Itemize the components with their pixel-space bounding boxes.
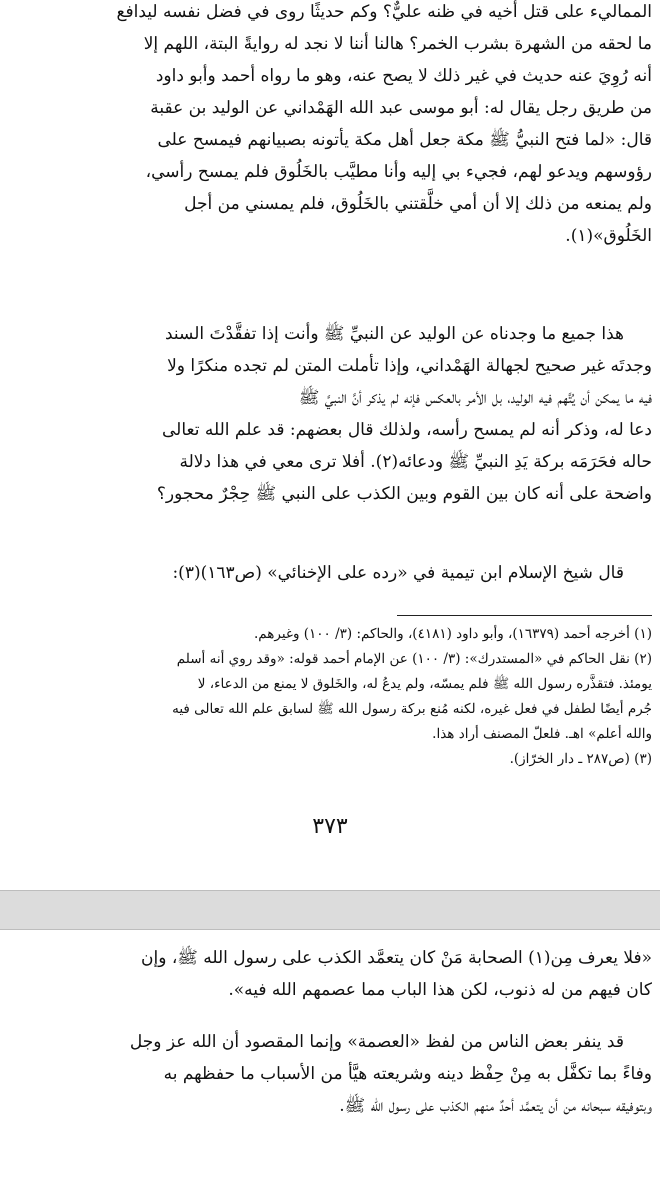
paragraph-analysis xyxy=(8,318,652,510)
text-line: قال: «لما فتح النبيُّ ﷺ مكة جعل أهل مكة يأتونه بصبيانهم فيمسح على xyxy=(157,130,652,150)
text-line: رؤوسهم ويدعو لهم، فجيء بي إليه وأنا مطيَّب بالخَلُوق فلم يمسح رأسي، xyxy=(145,162,652,182)
text-line: ولم يمنعه من ذلك إلا أن أمي خلَّقتني بالخَلُوق، فلم يمسني من أجل xyxy=(184,194,652,214)
text-line: قد ينفر بعض الناس من لفظ «العصمة» وإنما المقصود أن الله عز وجل xyxy=(129,1032,624,1052)
text-line: فيه ما يمكن أن يُتَّهم فيه الوليد، بل الأمر بالعكس فإنه لم يذكر أنَّ النبيَّ ﷺ xyxy=(298,388,652,408)
footnote-line: (٣) (ص٢٨٧ ـ دار الخرّاز). xyxy=(509,751,652,767)
footnote-line: يومئذ. فتقذَّره رسول الله ﷺ فلم يمسّه، ولم يدعُ له، والخَلوق لا يمنع من الدعاء، لا xyxy=(197,676,652,692)
footnotes xyxy=(8,622,652,772)
footnote-line: (١) أخرجه أحمد (١٦٣٧٩)، وأبو داود (٤١٨١)، والحاكم: (٣/ ١٠٠) وغيرهم. xyxy=(253,626,652,642)
text-line: أنه رُوِيَ عنه حديث في غير ذلك لا يصح عنه، وهو ما رواه أحمد وأبو داود xyxy=(155,66,652,86)
text-line: المماليء على قتل أخيه في ظنه عليٌّ؟ وكم حديثًا روى في فضل نفسه ليدافع xyxy=(116,2,652,22)
paragraph-ibn-taymiyya-quote xyxy=(8,557,652,589)
text-line: وفاءً بما تكفَّل به مِنْ حِفْظ دينه وشريعته هيَّأ من الأسباب ما حفظهم به xyxy=(163,1064,652,1084)
footnote-line: (٢) نقل الحاكم في «المستدرك»: (٣/ ١٠٠) عن الإمام أحمد قوله: «وقد روي أنه أسلم xyxy=(176,651,652,667)
text-line: من طريق رجل يقال له: أبو موسى عبد الله الهَمْداني عن الوليد بن عقبة xyxy=(150,98,652,118)
text-line: ما لحقه من الشهرة بشرب الخمر؟ هالنا أننا لا نجد له روايةً البتة، اللهم إلا xyxy=(143,34,652,54)
text-line: الخَلُوق»(١). xyxy=(565,226,652,246)
book-page-bottom xyxy=(0,930,660,1200)
paragraph-ismah-explanation xyxy=(8,1026,652,1122)
text-line: «فلا يعرف مِن(١) الصحابة مَنْ كان يتعمَّد الكذب على رسول الله ﷺ، وإن xyxy=(141,948,652,968)
page-gap xyxy=(0,890,660,930)
footnote-separator xyxy=(397,615,652,616)
text-line: هذا جميع ما وجدناه عن الوليد عن النبيِّ ﷺ وأنت إذا تفقَّدْتَ السند xyxy=(164,324,624,344)
text-line: واضحة على أنه كان بين القوم وبين الكذب على النبي ﷺ حِجْرٌ محجور؟ xyxy=(156,484,652,504)
text-line: دعا له، وذكر أنه لم يمسح رأسه، ولذلك قال بعضهم: قد علم الله تعالى xyxy=(162,420,652,440)
text-line: وجدتَه غير صحيح لجهالة الهَمْداني، وإذا تأملت المتن لم تجده منكرًا ولا xyxy=(167,356,652,376)
page-number: ٣٧٣ xyxy=(312,814,348,839)
paragraph-walid-hadith xyxy=(8,0,652,252)
text-line: وبتوفيقه سبحانه من أن يتعمَّد أحدٌ منهم الكذب على رسول الله ﷺ. xyxy=(339,1096,652,1116)
paragraph-quote-continuation xyxy=(8,942,652,1006)
text-line: قال شيخ الإسلام ابن تيمية في «رده على الإخنائي» (ص١٦٣)(٣): xyxy=(172,563,624,583)
footnote-line: جُرم أيضًا لطفل في فعل غيره، لكنه مُنع بركة رسول الله ﷺ لسابق علم الله تعالى فيه xyxy=(172,701,652,717)
footnote-line: والله أعلم» اهـ. فلعلّ المصنف أراد هذا. xyxy=(432,726,652,742)
text-line: حاله فحَرَمَه بركة يَدِ النبيِّ ﷺ ودعائه(٢). أفلا ترى معي في هذا دلالة xyxy=(179,452,652,472)
text-line: كان فيهم من له ذنوب، لكن هذا الباب مما عصمهم الله فيه». xyxy=(228,980,652,1000)
